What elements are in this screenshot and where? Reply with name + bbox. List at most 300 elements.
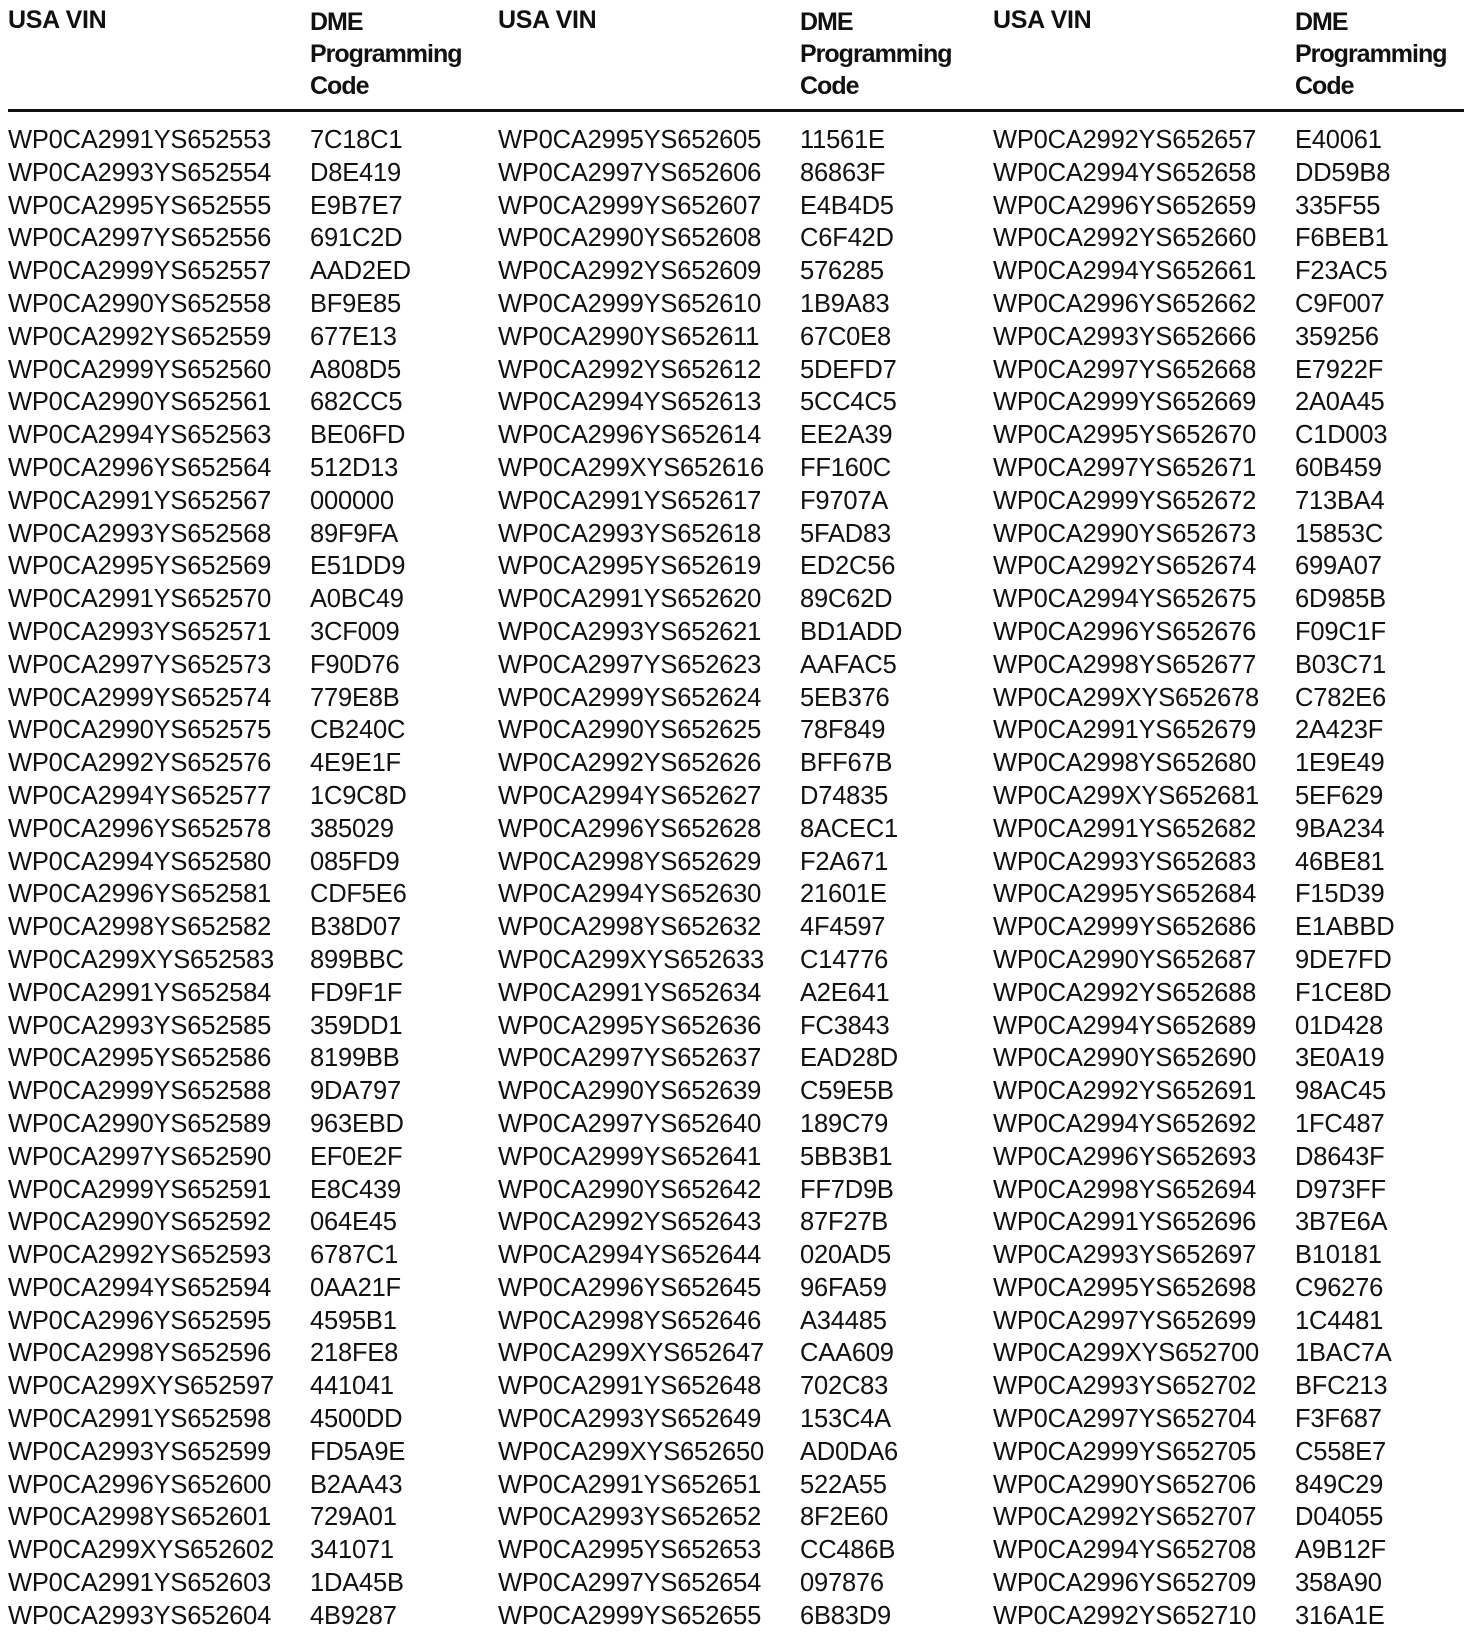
dme-code-cell: AAFAC5 <box>800 650 897 679</box>
vin-cell: WP0CA2994YS652594 <box>8 1273 272 1302</box>
dme-code-header: DME Programming Code <box>1295 8 1447 100</box>
vin-cell: WP0CA2994YS652689 <box>993 1011 1257 1040</box>
dme-code-cell: F6BEB1 <box>1295 224 1389 253</box>
table-row <box>498 813 988 846</box>
table-row <box>498 157 988 190</box>
table-row <box>498 780 988 813</box>
vin-cell: WP0CA2996YS652645 <box>498 1273 762 1302</box>
dme-code-cell: F23AC5 <box>1295 257 1388 286</box>
vin-cell: WP0CA2996YS652676 <box>993 617 1257 646</box>
table-row <box>498 1010 988 1043</box>
vin-cell: WP0CA2994YS652661 <box>993 257 1257 286</box>
vin-cell: WP0CA2992YS652643 <box>498 1208 762 1237</box>
table-row <box>993 682 1472 715</box>
vin-cell: WP0CA2999YS652655 <box>498 1601 762 1630</box>
dme-code-cell: 341071 <box>310 1536 394 1565</box>
table-row <box>8 288 498 321</box>
table-row <box>8 550 498 583</box>
dme-code-cell: 5EF629 <box>1295 781 1384 810</box>
table-row <box>8 747 498 780</box>
table-row <box>498 1370 988 1403</box>
vin-cell: WP0CA2995YS652586 <box>8 1044 272 1073</box>
dme-code-cell: 6B83D9 <box>800 1601 891 1630</box>
vin-cell: WP0CA2994YS652580 <box>8 847 272 876</box>
dme-code-cell: FF160C <box>800 453 891 482</box>
vin-cell: WP0CA2992YS652688 <box>993 978 1257 1007</box>
table-row <box>498 1141 988 1174</box>
table-row <box>498 583 988 616</box>
vin-cell: WP0CA2992YS652576 <box>8 749 272 778</box>
dme-code-cell: 5CC4C5 <box>800 388 897 417</box>
table-row <box>8 682 498 715</box>
vin-cell: WP0CA2999YS652641 <box>498 1142 762 1171</box>
table-row <box>993 157 1472 190</box>
vin-cell: WP0CA2990YS652706 <box>993 1470 1257 1499</box>
table-row <box>993 1141 1472 1174</box>
dme-code-cell: 86863F <box>800 158 886 187</box>
dme-code-cell: 779E8B <box>310 683 400 712</box>
vin-cell: WP0CA2990YS652575 <box>8 716 272 745</box>
vin-cell: WP0CA2991YS652567 <box>8 486 272 515</box>
vin-cell: WP0CA2998YS652677 <box>993 650 1257 679</box>
vin-cell: WP0CA2990YS652673 <box>993 519 1257 548</box>
dme-code-cell: 899BBC <box>310 945 404 974</box>
table-row <box>498 1042 988 1075</box>
dme-code-cell: 189C79 <box>800 1109 889 1138</box>
table-row <box>498 878 988 911</box>
dme-code-cell: CAA609 <box>800 1339 894 1368</box>
table-row <box>498 911 988 944</box>
dme-code-cell: 359DD1 <box>310 1011 403 1040</box>
vin-table <box>8 0 1464 1640</box>
table-row <box>993 1075 1472 1108</box>
dme-code-cell: D04055 <box>1295 1503 1384 1532</box>
vin-cell: WP0CA2994YS652627 <box>498 781 762 810</box>
dme-code-cell: 218FE8 <box>310 1339 399 1368</box>
table-row <box>993 1436 1472 1469</box>
dme-code-cell: FC3843 <box>800 1011 890 1040</box>
dme-code-cell: D973FF <box>1295 1175 1386 1204</box>
vin-cell: WP0CA2998YS652680 <box>993 749 1257 778</box>
dme-code-cell: 512D13 <box>310 453 399 482</box>
dme-code-cell: C782E6 <box>1295 683 1386 712</box>
vin-cell: WP0CA2993YS652568 <box>8 519 272 548</box>
table-row <box>8 1042 498 1075</box>
dme-code-cell: 085FD9 <box>310 847 400 876</box>
vin-cell: WP0CA2990YS652687 <box>993 945 1257 974</box>
vin-cell: WP0CA2994YS652644 <box>498 1241 762 1270</box>
vin-cell: WP0CA2996YS652709 <box>993 1569 1257 1598</box>
vin-cell: WP0CA2991YS652682 <box>993 814 1257 843</box>
table-row <box>993 747 1472 780</box>
dme-code-cell: F15D39 <box>1295 880 1385 909</box>
table-row <box>498 419 988 452</box>
table-row <box>993 1403 1472 1436</box>
table-row <box>498 649 988 682</box>
dme-code-cell: F3F687 <box>1295 1405 1382 1434</box>
table-row <box>993 944 1472 977</box>
vin-cell: WP0CA2997YS652640 <box>498 1109 762 1138</box>
vin-cell: WP0CA2998YS652582 <box>8 913 272 942</box>
vin-cell: WP0CA299XYS652616 <box>498 453 764 482</box>
table-row <box>8 813 498 846</box>
vin-cell: WP0CA2991YS652620 <box>498 585 762 614</box>
table-row <box>993 1174 1472 1207</box>
vin-cell: WP0CA2991YS652679 <box>993 716 1257 745</box>
table-row <box>8 1010 498 1043</box>
dme-code-cell: 8ACEC1 <box>800 814 899 843</box>
vin-cell: WP0CA2993YS652666 <box>993 322 1257 351</box>
vin-cell: WP0CA2994YS652563 <box>8 421 272 450</box>
table-row <box>498 124 988 157</box>
dme-code-cell: A808D5 <box>310 355 401 384</box>
dme-code-cell: E8C439 <box>310 1175 401 1204</box>
vin-cell: WP0CA2999YS652705 <box>993 1437 1257 1466</box>
dme-code-cell: FD5A9E <box>310 1437 406 1466</box>
dme-code-cell: BD1ADD <box>800 617 903 646</box>
table-row <box>498 354 988 387</box>
table-row <box>993 1337 1472 1370</box>
table-row <box>993 1042 1472 1075</box>
vin-cell: WP0CA2996YS652595 <box>8 1306 272 1335</box>
table-row <box>8 386 498 419</box>
table-row <box>8 354 498 387</box>
dme-code-cell: 682CC5 <box>310 388 403 417</box>
vin-cell: WP0CA2994YS652577 <box>8 781 272 810</box>
vin-cell: WP0CA2997YS652573 <box>8 650 272 679</box>
dme-code-cell: E4B4D5 <box>800 191 894 220</box>
vin-cell: WP0CA2992YS652559 <box>8 322 272 351</box>
table-row <box>498 1239 988 1272</box>
vin-cell: WP0CA2996YS652659 <box>993 191 1257 220</box>
table-row <box>8 1600 498 1633</box>
dme-code-cell: 335F55 <box>1295 191 1381 220</box>
usa-vin-header: USA VIN <box>8 6 107 34</box>
table-row <box>993 813 1472 846</box>
dme-code-cell: 1C9C8D <box>310 781 407 810</box>
table-row <box>8 1501 498 1534</box>
dme-code-cell: 8F2E60 <box>800 1503 889 1532</box>
vin-cell: WP0CA2991YS652603 <box>8 1569 272 1598</box>
table-row <box>498 616 988 649</box>
vin-cell: WP0CA2993YS652702 <box>993 1372 1257 1401</box>
table-row <box>498 321 988 354</box>
table-row <box>498 222 988 255</box>
table-row <box>8 1075 498 1108</box>
vin-cell: WP0CA2996YS652600 <box>8 1470 272 1499</box>
vin-cell: WP0CA2994YS652613 <box>498 388 762 417</box>
vin-cell: WP0CA299XYS652647 <box>498 1339 764 1368</box>
dme-code-cell: E51DD9 <box>310 552 406 581</box>
vin-cell: WP0CA2999YS652557 <box>8 257 272 286</box>
table-row <box>498 944 988 977</box>
vin-cell: WP0CA2997YS652623 <box>498 650 762 679</box>
vin-cell: WP0CA2997YS652699 <box>993 1306 1257 1335</box>
vin-cell: WP0CA2998YS652632 <box>498 913 762 942</box>
dme-code-cell: 3E0A19 <box>1295 1044 1385 1073</box>
table-row <box>8 878 498 911</box>
vin-cell: WP0CA2992YS652612 <box>498 355 762 384</box>
dme-code-cell: 4500DD <box>310 1405 403 1434</box>
vin-cell: WP0CA2992YS652657 <box>993 126 1257 154</box>
vin-cell: WP0CA2996YS652628 <box>498 814 762 843</box>
dme-code-cell: 677E13 <box>310 322 397 351</box>
dme-code-cell: 15853C <box>1295 519 1384 548</box>
vin-cell: WP0CA2992YS652626 <box>498 749 762 778</box>
vin-cell: WP0CA2996YS652578 <box>8 814 272 843</box>
vin-cell: WP0CA299XYS652583 <box>8 945 274 974</box>
dme-code-cell: 9BA234 <box>1295 814 1385 843</box>
table-row <box>498 1534 988 1567</box>
dme-code-cell: 3B7E6A <box>1295 1208 1388 1237</box>
table-row <box>8 1239 498 1272</box>
vin-cell: WP0CA299XYS652650 <box>498 1437 764 1466</box>
vin-cell: WP0CA2991YS652598 <box>8 1405 272 1434</box>
vin-cell: WP0CA2997YS652668 <box>993 355 1257 384</box>
dme-code-cell: E1ABBD <box>1295 913 1395 942</box>
table-row <box>8 944 498 977</box>
table-row <box>993 1239 1472 1272</box>
vin-cell: WP0CA2990YS652639 <box>498 1077 762 1106</box>
column-header <box>993 0 1472 112</box>
table-row <box>8 1469 498 1502</box>
table-row <box>993 780 1472 813</box>
dme-code-cell: F1CE8D <box>1295 978 1392 1007</box>
vin-cell: WP0CA2991YS652584 <box>8 978 272 1007</box>
table-row <box>8 846 498 879</box>
table-row <box>498 386 988 419</box>
dme-code-cell: 316A1E <box>1295 1601 1385 1630</box>
vin-cell: WP0CA2999YS652610 <box>498 289 762 318</box>
table-row <box>993 649 1472 682</box>
dme-code-cell: 359256 <box>1295 322 1379 351</box>
dme-code-header: DME Programming Code <box>800 8 952 100</box>
table-row <box>993 583 1472 616</box>
table-row <box>8 1370 498 1403</box>
dme-code-cell: D74835 <box>800 781 889 810</box>
vin-cell: WP0CA299XYS652700 <box>993 1339 1259 1368</box>
table-row <box>498 1075 988 1108</box>
vin-cell: WP0CA2990YS652611 <box>498 322 760 351</box>
table-row <box>993 452 1472 485</box>
dme-code-cell: 1FC487 <box>1295 1109 1385 1138</box>
dme-code-cell: C1D003 <box>1295 421 1388 450</box>
vin-cell: WP0CA2990YS652608 <box>498 224 762 253</box>
dme-code-cell: 4E9E1F <box>310 749 401 778</box>
vin-cell: WP0CA2997YS652671 <box>993 453 1257 482</box>
dme-code-cell: 2A0A45 <box>1295 388 1385 417</box>
dme-code-cell: AD0DA6 <box>800 1437 899 1466</box>
dme-code-cell: A9B12F <box>1295 1536 1386 1565</box>
table-column-group <box>8 0 498 1630</box>
vin-cell: WP0CA2993YS652585 <box>8 1011 272 1040</box>
table-row <box>8 583 498 616</box>
table-row <box>498 1501 988 1534</box>
vin-cell: WP0CA2994YS652708 <box>993 1536 1257 1565</box>
dme-code-cell: 4595B1 <box>310 1306 397 1335</box>
dme-code-cell: CB240C <box>310 716 406 745</box>
dme-code-cell: C558E7 <box>1295 1437 1386 1466</box>
dme-code-cell: CDF5E6 <box>310 880 407 909</box>
table-row <box>498 846 988 879</box>
dme-code-cell: 89C62D <box>800 585 893 614</box>
table-row <box>498 518 988 551</box>
dme-code-cell: 60B459 <box>1295 453 1382 482</box>
table-row <box>498 1272 988 1305</box>
vin-cell: WP0CA2992YS652691 <box>993 1077 1257 1106</box>
table-row <box>993 1469 1472 1502</box>
dme-code-cell: A34485 <box>800 1306 887 1335</box>
table-row <box>498 1600 988 1633</box>
table-row <box>8 1174 498 1207</box>
dme-code-cell: 020AD5 <box>800 1241 891 1270</box>
dme-code-cell: AAD2ED <box>310 257 411 286</box>
dme-code-cell: F90D76 <box>310 650 400 679</box>
vin-cell: WP0CA2990YS652561 <box>8 388 272 417</box>
vin-cell: WP0CA2993YS652683 <box>993 847 1257 876</box>
vin-cell: WP0CA2997YS652556 <box>8 224 272 253</box>
table-row <box>993 386 1472 419</box>
column-header <box>498 0 988 112</box>
table-row <box>8 1337 498 1370</box>
vin-cell: WP0CA2999YS652591 <box>8 1175 272 1204</box>
vin-cell: WP0CA2995YS652619 <box>498 552 762 581</box>
vin-cell: WP0CA2990YS652558 <box>8 289 272 318</box>
table-column-group <box>993 0 1472 1630</box>
dme-code-cell: 4F4597 <box>800 913 886 942</box>
dme-code-cell: 78F849 <box>800 716 886 745</box>
table-row <box>8 1403 498 1436</box>
vin-cell: WP0CA2996YS652614 <box>498 421 762 450</box>
table-row <box>498 1403 988 1436</box>
vin-cell: WP0CA2993YS652599 <box>8 1437 272 1466</box>
dme-code-cell: BFC213 <box>1295 1372 1388 1401</box>
vin-cell: WP0CA299XYS652633 <box>498 945 764 974</box>
table-row <box>8 616 498 649</box>
dme-code-cell: B10181 <box>1295 1241 1382 1270</box>
vin-cell: WP0CA2997YS652637 <box>498 1044 762 1073</box>
table-row <box>8 1305 498 1338</box>
vin-cell: WP0CA2991YS652696 <box>993 1208 1257 1237</box>
table-row <box>993 878 1472 911</box>
vin-cell: WP0CA2991YS652570 <box>8 585 272 614</box>
vin-cell: WP0CA2995YS652670 <box>993 421 1257 450</box>
table-column-group <box>498 0 988 1630</box>
dme-code-cell: 9DA797 <box>310 1077 401 1106</box>
dme-code-cell: 0AA21F <box>310 1273 401 1302</box>
table-row <box>498 190 988 223</box>
table-row <box>8 1272 498 1305</box>
vin-cell: WP0CA2993YS652554 <box>8 158 272 187</box>
vin-cell: WP0CA2997YS652654 <box>498 1569 762 1598</box>
vin-cell: WP0CA2999YS652624 <box>498 683 762 712</box>
vin-cell: WP0CA2990YS652592 <box>8 1208 272 1237</box>
table-row <box>993 1010 1472 1043</box>
vin-cell: WP0CA299XYS652597 <box>8 1372 274 1401</box>
dme-code-cell: A0BC49 <box>310 585 404 614</box>
dme-code-cell: BFF67B <box>800 749 893 778</box>
dme-code-header: DME Programming Code <box>310 8 462 100</box>
dme-code-cell: 1C4481 <box>1295 1306 1384 1335</box>
vin-cell: WP0CA2990YS652625 <box>498 716 762 745</box>
dme-code-cell: B2AA43 <box>310 1470 403 1499</box>
dme-code-cell: 522A55 <box>800 1470 887 1499</box>
dme-code-cell: C6F42D <box>800 224 894 253</box>
usa-vin-header: USA VIN <box>498 6 597 34</box>
dme-code-cell: 96FA59 <box>800 1273 887 1302</box>
table-row <box>993 190 1472 223</box>
dme-code-cell: 5EB376 <box>800 683 890 712</box>
table-row <box>498 714 988 747</box>
vin-cell: WP0CA299XYS652678 <box>993 683 1259 712</box>
table-row <box>993 222 1472 255</box>
table-row <box>8 485 498 518</box>
dme-code-cell: 46BE81 <box>1295 847 1385 876</box>
table-row <box>8 1141 498 1174</box>
table-row <box>993 1501 1472 1534</box>
vin-cell: WP0CA2991YS652651 <box>498 1470 762 1499</box>
table-row <box>8 255 498 288</box>
vin-cell: WP0CA2993YS652652 <box>498 1503 762 1532</box>
table-row <box>993 714 1472 747</box>
vin-cell: WP0CA2995YS652684 <box>993 880 1257 909</box>
table-row <box>498 452 988 485</box>
dme-code-cell: 7C18C1 <box>310 126 403 154</box>
table-row <box>8 977 498 1010</box>
dme-code-cell: BE06FD <box>310 421 406 450</box>
table-row <box>993 911 1472 944</box>
dme-code-cell: 8199BB <box>310 1044 400 1073</box>
vin-cell: WP0CA2992YS652593 <box>8 1241 272 1270</box>
table-row <box>498 1206 988 1239</box>
dme-code-cell: 153C4A <box>800 1405 891 1434</box>
vin-cell: WP0CA2992YS652674 <box>993 552 1257 581</box>
vin-cell: WP0CA2990YS652690 <box>993 1044 1257 1073</box>
table-row <box>993 485 1472 518</box>
rows <box>498 124 988 1633</box>
dme-code-cell: 699A07 <box>1295 552 1382 581</box>
dme-code-cell: 01D428 <box>1295 1011 1384 1040</box>
dme-code-cell: 702C83 <box>800 1372 889 1401</box>
table-row <box>8 222 498 255</box>
dme-code-cell: 21601E <box>800 880 887 909</box>
table-row <box>993 1305 1472 1338</box>
dme-code-cell: D8643F <box>1295 1142 1385 1171</box>
vin-cell: WP0CA2996YS652581 <box>8 880 272 909</box>
rows <box>993 124 1472 1633</box>
vin-cell: WP0CA2995YS652653 <box>498 1536 762 1565</box>
vin-cell: WP0CA2994YS652675 <box>993 585 1257 614</box>
vin-cell: WP0CA2994YS652630 <box>498 880 762 909</box>
dme-code-cell: 5FAD83 <box>800 519 891 548</box>
table-row <box>498 1174 988 1207</box>
table-row <box>993 1370 1472 1403</box>
dme-code-cell: 000000 <box>310 486 394 515</box>
dme-code-cell: 713BA4 <box>1295 486 1385 515</box>
dme-code-cell: 441041 <box>310 1372 394 1401</box>
dme-code-cell: BF9E85 <box>310 289 401 318</box>
vin-cell: WP0CA2998YS652646 <box>498 1306 762 1335</box>
dme-code-cell: E7922F <box>1295 355 1384 384</box>
dme-code-cell: 9DE7FD <box>1295 945 1392 974</box>
table-row <box>8 518 498 551</box>
vin-cell: WP0CA2991YS652553 <box>8 126 272 154</box>
vin-cell: WP0CA2993YS652649 <box>498 1405 762 1434</box>
vin-cell: WP0CA2996YS652693 <box>993 1142 1257 1171</box>
vin-cell: WP0CA2993YS652604 <box>8 1601 272 1630</box>
vin-cell: WP0CA2990YS652589 <box>8 1109 272 1138</box>
vin-cell: WP0CA299XYS652602 <box>8 1536 274 1565</box>
